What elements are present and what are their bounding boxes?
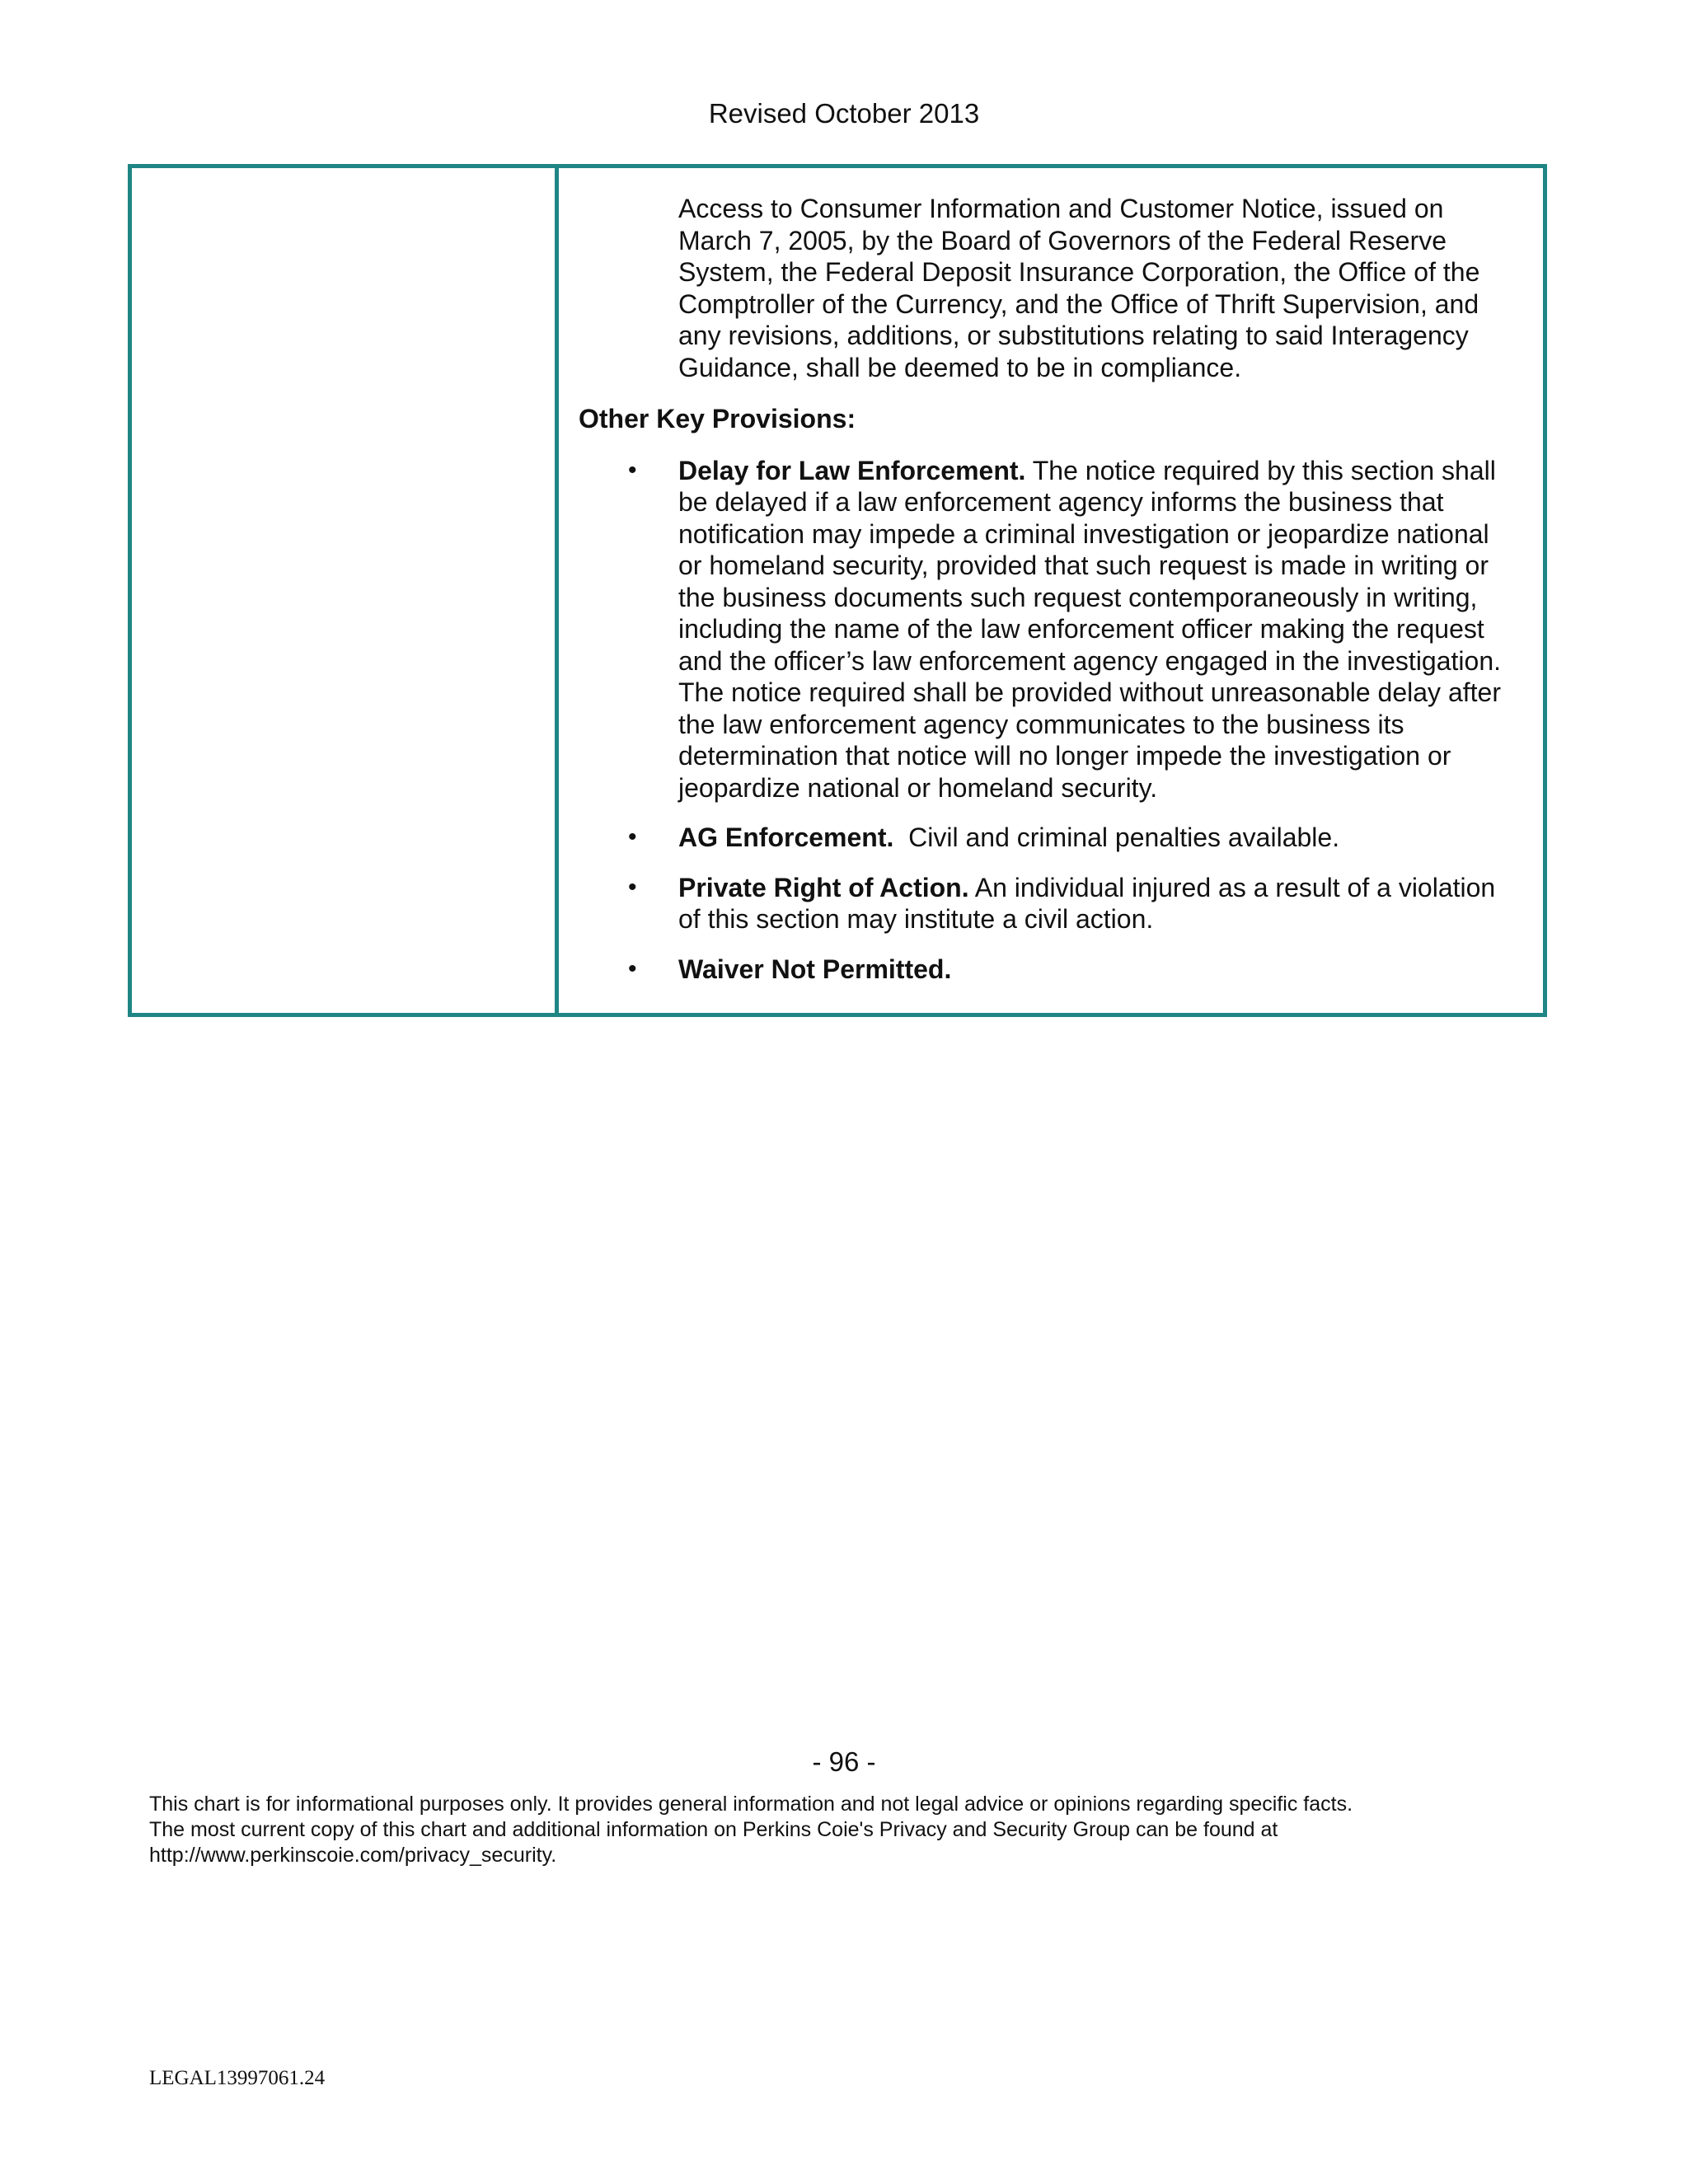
revision-date: Revised October 2013 [708,98,980,129]
provisions-table [128,164,1547,1017]
provision-private-right-of-action [579,872,1515,935]
table-left-cell [132,168,559,1013]
bullet-icon: • [628,954,637,982]
provision-label: AG Enforcement. [678,823,894,852]
provision-label: Private Right of Action. [678,872,969,902]
disclaimer-line: This chart is for informational purposes only. It provides general information and not legal advice or opinions regarding specific facts. [149,1793,1353,1816]
provision-ag-enforcement [579,822,1515,854]
provision-text: The notice required by this section shall be delayed if a law enforcement agency informs the business that notification may impede a criminal investigation or jeopardize national or homeland security, provided that such request is made in writing or the business documents such request contemporaneously in writing, including the name of the law enforcement officer making the request and the officer’s law enforcement agency engaged in the investigation. The notice required shall be provided without unreasonable delay after the law enforcement agency communicates to the business its determination that notice will no longer impede the investigation or jeopardize national or homeland security. [678,455,1501,803]
provision-text: An individual injured as a result of a violation of this section may institute a civil action. [678,872,1496,934]
bullet-icon: • [628,456,637,484]
continuation-paragraph: Access to Consumer Information and Customer Notice, issued on March 7, 2005, by the Board of Governors of the Federal Reserve System, the Federal Deposit Insurance Corporation, the Office of the Comptroller of the Currency, and the Office of Thrift Supervision, and any revisions, additions, or substitutions relating to said Interagency Guidance, shall be deemed to be in compliance. [678,194,1480,382]
bullet-icon: • [628,873,637,901]
bullet-icon: • [628,823,637,851]
page-number: - 96 - [812,1746,876,1777]
provision-label: Delay for Law Enforcement. [678,455,1026,485]
disclaimer [149,1792,1550,1868]
provision-label: Waiver Not Permitted. [678,954,952,984]
document-id: LEGAL13997061.24 [149,2067,326,2089]
provision-delay-law-enforcement [579,455,1515,804]
disclaimer-line: The most current copy of this chart and additional information on Perkins Coie's Privacy and Security Group can be found at [149,1818,1278,1841]
provisions-list [579,455,1515,986]
table-right-cell [559,168,1543,1013]
other-key-provisions-heading: Other Key Provisions: [579,404,856,434]
disclaimer-link[interactable]: http://www.perkinscoie.com/privacy_security. [149,1844,557,1867]
provision-text: Civil and criminal penalties available. [893,823,1340,852]
provision-waiver-not-permitted [579,954,1515,986]
